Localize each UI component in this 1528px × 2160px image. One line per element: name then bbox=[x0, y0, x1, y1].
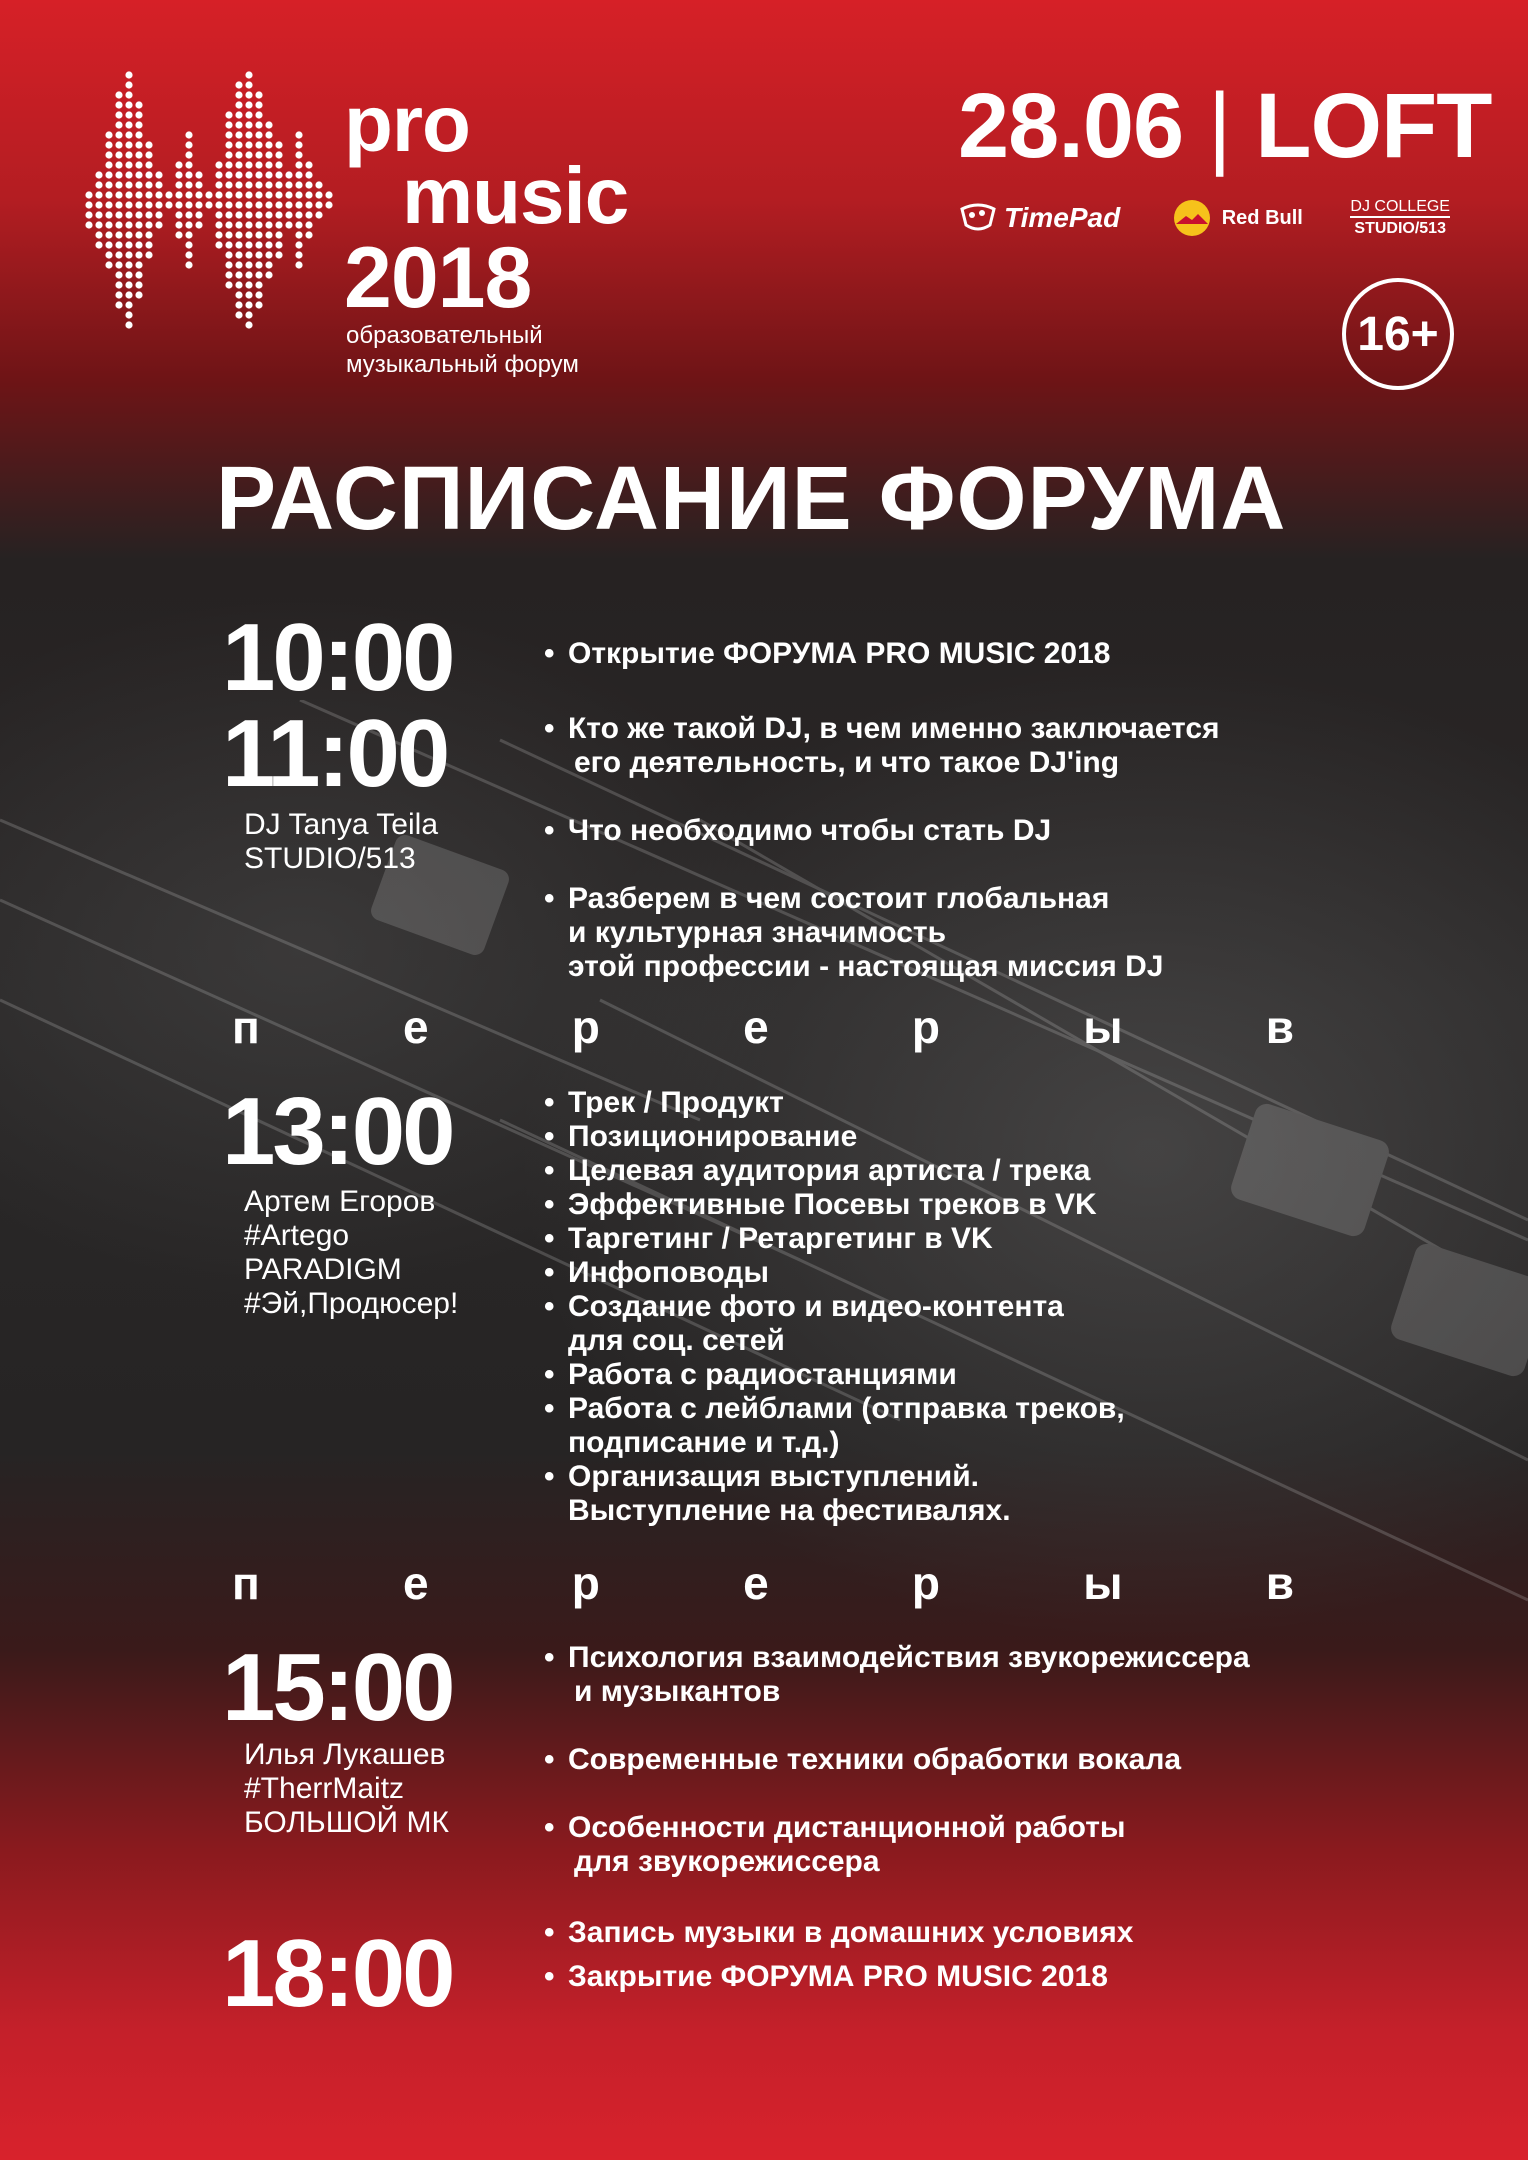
speaker-line: #Artego bbox=[244, 1219, 350, 1252]
break-letter: р bbox=[911, 1557, 941, 1609]
speaker-line: БОЛЬШОЙ МК bbox=[244, 1806, 449, 1839]
item-line: его деятельность, и что такое DJ'ing bbox=[574, 746, 1120, 779]
items-13-00 bbox=[544, 1086, 1125, 1528]
speaker-line: Артем Егоров bbox=[244, 1185, 436, 1218]
time-15-00: 15:00 bbox=[222, 1634, 453, 1741]
item-line: • Что необходимо чтобы стать DJ bbox=[568, 814, 1052, 847]
speaker-line: Илья Лукашев bbox=[244, 1738, 446, 1771]
item-line: • Работа с лейблами (отправка треков, bbox=[568, 1392, 1125, 1425]
item-line: Выступление на фестивалях. bbox=[568, 1494, 1011, 1527]
break-letter: п bbox=[232, 1557, 260, 1609]
list-item bbox=[544, 1120, 1125, 1154]
list-item bbox=[544, 1960, 1133, 1994]
age-rating-badge: 16+ bbox=[1342, 278, 1454, 390]
item-line: • Создание фото и видео-контента bbox=[568, 1290, 1064, 1323]
speaker-line: DJ Tanya Teila bbox=[244, 808, 439, 841]
sponsor-djcollege-line2: STUDIO/513 bbox=[1350, 216, 1450, 238]
event-venue: LOFT bbox=[1255, 75, 1492, 177]
break-divider-1 bbox=[232, 1000, 1294, 1054]
list-item bbox=[544, 1086, 1125, 1120]
item-line: подписание и т.д.) bbox=[568, 1426, 840, 1459]
list-item bbox=[544, 1811, 1250, 1879]
list-item bbox=[544, 1290, 1125, 1358]
break-letter: в bbox=[1265, 1001, 1294, 1053]
sponsor-timepad bbox=[958, 201, 1120, 235]
break-letter: ы bbox=[1083, 1001, 1123, 1053]
item-line: для соц. сетей bbox=[568, 1324, 785, 1357]
list-item bbox=[544, 1392, 1125, 1460]
list-item bbox=[544, 1743, 1250, 1777]
item-line: для звукорежиссера bbox=[574, 1845, 880, 1878]
break-letter: р bbox=[571, 1001, 600, 1053]
item-line: • Разберем в чем состоит глобальная bbox=[568, 882, 1110, 915]
break-letter: в bbox=[1265, 1557, 1294, 1609]
item-line: • Таргетинг / Ретаргетинг в VK bbox=[568, 1222, 993, 1255]
equalizer-waveform-icon bbox=[84, 70, 354, 330]
event-date: 28.06 bbox=[958, 75, 1184, 177]
list-item bbox=[544, 1256, 1125, 1290]
speaker-line: #Эй,Продюсер! bbox=[244, 1287, 459, 1320]
speaker-11-00 bbox=[244, 808, 438, 876]
list-item: • Открытие ФОРУМА PRO MUSIC 2018 bbox=[544, 637, 1110, 671]
sponsor-timepad-label: TimePad bbox=[1004, 202, 1121, 233]
sponsor-djcollege-line1: DJ COLLEGE bbox=[1350, 198, 1450, 216]
item-line: • Позиционирование bbox=[568, 1120, 858, 1153]
break-letter: е bbox=[403, 1557, 429, 1609]
item-line: и музыкантов bbox=[574, 1675, 781, 1708]
sponsor-djcollege bbox=[1350, 198, 1450, 237]
item-line: • Закрытие ФОРУМА PRO MUSIC 2018 bbox=[568, 1960, 1108, 1993]
break-letter: п bbox=[232, 1001, 260, 1053]
speaker-line: #TherrMaitz bbox=[244, 1772, 405, 1805]
subtitle-line-1: образовательный bbox=[346, 322, 543, 349]
item-line: • Особенности дистанционной работы bbox=[568, 1811, 1126, 1844]
speaker-line: STUDIO/513 bbox=[244, 842, 416, 875]
brand-year: 2018 bbox=[344, 230, 532, 326]
list-item bbox=[544, 882, 1220, 984]
subtitle-line-2: музыкальный форум bbox=[346, 350, 579, 378]
break-letter: е bbox=[403, 1001, 429, 1053]
brand-word-pro: pro bbox=[344, 79, 470, 168]
items-11-00 bbox=[544, 712, 1220, 984]
speaker-line: PARADIGM bbox=[244, 1253, 402, 1286]
item-line: • Эффективные Посевы треков в VK bbox=[568, 1188, 1097, 1221]
list-item bbox=[544, 1222, 1125, 1256]
redbull-sun-icon bbox=[1168, 198, 1216, 238]
speaker-13-00 bbox=[244, 1185, 458, 1321]
sponsor-redbull-label: Red Bull bbox=[1221, 206, 1303, 229]
break-letter: р bbox=[571, 1557, 600, 1609]
item-line: • Запись музыки в домашних условиях bbox=[568, 1916, 1134, 1949]
item-line: • Психология взаимодействия звукорежиссера bbox=[568, 1641, 1250, 1674]
item-line: • Кто же такой DJ, в чем именно заключается bbox=[568, 712, 1220, 745]
brand-wordmark bbox=[344, 79, 629, 326]
items-15-00 bbox=[544, 1641, 1250, 1879]
item-line: • Современные техники обработки вокала bbox=[568, 1743, 1182, 1776]
list-item bbox=[544, 1154, 1125, 1188]
brand-word-music: music bbox=[402, 151, 629, 240]
item-line: • Работа с радиостанциями bbox=[568, 1358, 957, 1391]
break-letter: р bbox=[911, 1001, 941, 1053]
time-11-00: 11:00 bbox=[222, 700, 448, 807]
list-item bbox=[544, 1188, 1125, 1222]
list-item bbox=[544, 1641, 1250, 1709]
item-line: • Трек / Продукт bbox=[568, 1086, 784, 1119]
break-letter: ы bbox=[1083, 1557, 1123, 1609]
break-letter: е bbox=[743, 1557, 769, 1609]
item-line: • Инфоповоды bbox=[568, 1256, 769, 1289]
list-item bbox=[544, 1358, 1125, 1392]
time-10-00: 10:00 bbox=[222, 604, 453, 711]
speaker-15-00 bbox=[244, 1738, 449, 1840]
item-line: • Организация выступлений. bbox=[568, 1460, 980, 1493]
item-line: • Целевая аудитория артиста / трека bbox=[568, 1154, 1091, 1187]
event-date-venue bbox=[958, 74, 1491, 179]
schedule-heading: РАСПИСАНИЕ ФОРУМА bbox=[216, 449, 1287, 549]
list-item bbox=[544, 712, 1220, 780]
items-10-00 bbox=[544, 637, 1110, 671]
list-item bbox=[544, 1916, 1133, 1950]
date-separator: | bbox=[1207, 75, 1231, 177]
item-line: и культурная значимость bbox=[568, 916, 947, 949]
time-13-00: 13:00 bbox=[222, 1078, 453, 1185]
break-divider-2 bbox=[232, 1556, 1294, 1610]
break-letter: е bbox=[743, 1001, 769, 1053]
time-18-00: 18:00 bbox=[222, 1920, 453, 2027]
brand-subtitle bbox=[346, 322, 579, 380]
list-item bbox=[544, 814, 1220, 848]
timepad-cup-icon bbox=[958, 201, 998, 235]
item-line: этой профессии - настоящая миссия DJ bbox=[568, 950, 1164, 983]
items-18-00 bbox=[544, 1916, 1133, 1994]
sponsor-redbull bbox=[1168, 198, 1303, 238]
list-item bbox=[544, 1460, 1125, 1528]
sponsor-logos bbox=[958, 190, 1450, 246]
